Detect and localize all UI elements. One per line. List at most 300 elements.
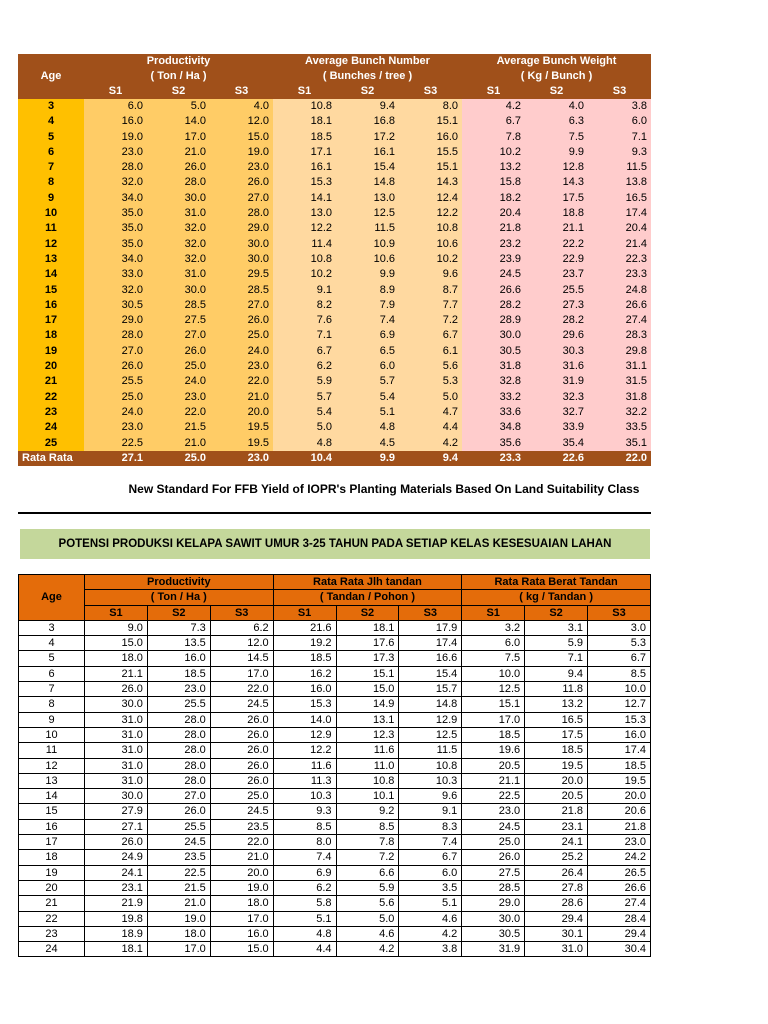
table-caption: New Standard For FFB Yield of IOPR's Planting Materials Based On Land Suitability Class: [128, 482, 640, 496]
value-cell: 30.0: [85, 697, 148, 712]
value-cell: 14.8: [336, 175, 399, 190]
table-row: [19, 926, 651, 941]
value-cell: 7.1: [525, 651, 588, 666]
table-row: [18, 298, 651, 313]
value-cell: 13.0: [336, 191, 399, 206]
value-cell: 21.0: [210, 850, 273, 865]
table-row: [19, 850, 651, 865]
value-cell: 8.2: [273, 298, 336, 313]
value-cell: 10.1: [336, 789, 399, 804]
value-cell: 22.0: [210, 374, 273, 389]
value-cell: 7.8: [336, 835, 399, 850]
value-cell: 17.0: [210, 911, 273, 926]
value-cell: 12.5: [462, 682, 525, 697]
value-cell: 18.5: [462, 727, 525, 742]
value-cell: 6.9: [336, 328, 399, 343]
age-cell: 23: [18, 405, 84, 420]
value-cell: 28.5: [210, 283, 273, 298]
value-cell: 32.3: [525, 390, 588, 405]
class-subheader: S3: [210, 605, 273, 620]
class-subheader: S1: [462, 84, 525, 99]
value-cell: 6.0: [588, 114, 651, 129]
age-cell: 7: [18, 160, 84, 175]
table-row: [18, 175, 651, 190]
table-row: [18, 390, 651, 405]
age-cell: 19: [19, 865, 85, 880]
value-cell: 27.3: [525, 298, 588, 313]
value-cell: 26.0: [462, 850, 525, 865]
value-cell: 19.0: [210, 145, 273, 160]
value-cell: 10.8: [273, 252, 336, 267]
value-cell: 4.6: [399, 911, 462, 926]
value-cell: 7.1: [273, 328, 336, 343]
productivity-header: Productivity: [84, 54, 273, 69]
table-row: [19, 620, 651, 635]
age-cell: 12: [19, 758, 85, 773]
class-subheader: S1: [85, 605, 148, 620]
value-cell: 4.4: [399, 420, 462, 435]
value-cell: 21.5: [147, 880, 210, 895]
average-value: 27.1: [84, 451, 147, 466]
value-cell: 29.0: [84, 313, 147, 328]
value-cell: 5.7: [336, 374, 399, 389]
value-cell: 18.0: [147, 926, 210, 941]
value-cell: 27.1: [85, 819, 148, 834]
value-cell: 19.6: [462, 743, 525, 758]
value-cell: 11.5: [399, 743, 462, 758]
value-cell: 33.0: [84, 267, 147, 282]
value-cell: 31.0: [85, 773, 148, 788]
value-cell: 15.5: [399, 145, 462, 160]
value-cell: 3.0: [588, 620, 651, 635]
value-cell: 31.0: [147, 206, 210, 221]
productivity-unit: ( Ton / Ha ): [85, 590, 274, 605]
value-cell: 28.0: [147, 743, 210, 758]
age-cell: 16: [19, 819, 85, 834]
value-cell: 8.0: [273, 835, 336, 850]
table-row: [18, 99, 651, 114]
value-cell: 27.8: [525, 880, 588, 895]
table-row: [18, 206, 651, 221]
value-cell: 14.5: [210, 651, 273, 666]
value-cell: 24.0: [210, 344, 273, 359]
value-cell: 8.3: [399, 819, 462, 834]
value-cell: 3.5: [399, 880, 462, 895]
value-cell: 31.8: [588, 390, 651, 405]
value-cell: 23.0: [147, 390, 210, 405]
class-subheader: S2: [525, 605, 588, 620]
age-cell: 4: [18, 114, 84, 129]
value-cell: 28.0: [147, 175, 210, 190]
value-cell: 17.3: [336, 651, 399, 666]
value-cell: 14.9: [336, 697, 399, 712]
value-cell: 8.5: [588, 666, 651, 681]
age-cell: 13: [18, 252, 84, 267]
value-cell: 18.5: [525, 743, 588, 758]
value-cell: 17.5: [525, 191, 588, 206]
value-cell: 31.8: [462, 359, 525, 374]
value-cell: 19.8: [85, 911, 148, 926]
value-cell: 24.5: [462, 267, 525, 282]
value-cell: 7.5: [525, 130, 588, 145]
value-cell: 19.5: [588, 773, 651, 788]
value-cell: 29.8: [588, 344, 651, 359]
value-cell: 25.0: [210, 328, 273, 343]
value-cell: 26.0: [84, 359, 147, 374]
table-row: [19, 666, 651, 681]
value-cell: 31.0: [85, 743, 148, 758]
value-cell: 21.8: [525, 804, 588, 819]
value-cell: 12.0: [210, 114, 273, 129]
table-row: [19, 712, 651, 727]
table-row: [18, 252, 651, 267]
age-cell: 3: [19, 620, 85, 635]
value-cell: 15.4: [336, 160, 399, 175]
value-cell: 12.7: [588, 697, 651, 712]
value-cell: 32.8: [462, 374, 525, 389]
value-cell: 17.4: [588, 743, 651, 758]
value-cell: 32.2: [588, 405, 651, 420]
value-cell: 26.0: [85, 682, 148, 697]
age-cell: 25: [18, 436, 84, 451]
class-subheader: S1: [273, 605, 336, 620]
average-value: 9.4: [399, 451, 462, 466]
bunch-count-header: Rata Rata Jlh tandan: [273, 575, 462, 590]
table-row: [18, 405, 651, 420]
value-cell: 17.4: [399, 636, 462, 651]
value-cell: 24.0: [84, 405, 147, 420]
average-row: [18, 451, 651, 466]
bunch-number-header: Average Bunch Number: [273, 54, 462, 69]
value-cell: 12.0: [210, 636, 273, 651]
value-cell: 16.0: [147, 651, 210, 666]
value-cell: 34.0: [84, 191, 147, 206]
value-cell: 6.7: [399, 328, 462, 343]
value-cell: 20.5: [525, 789, 588, 804]
table-row: [18, 145, 651, 160]
value-cell: 10.6: [399, 237, 462, 252]
value-cell: 16.1: [273, 160, 336, 175]
value-cell: 30.5: [462, 926, 525, 941]
value-cell: 25.0: [462, 835, 525, 850]
age-cell: 21: [19, 896, 85, 911]
value-cell: 9.4: [336, 99, 399, 114]
value-cell: 26.5: [588, 865, 651, 880]
value-cell: 35.6: [462, 436, 525, 451]
value-cell: 21.0: [147, 896, 210, 911]
age-cell: 8: [18, 175, 84, 190]
class-subheader: S3: [399, 84, 462, 99]
value-cell: 18.1: [336, 620, 399, 635]
value-cell: 21.0: [147, 436, 210, 451]
value-cell: 22.9: [525, 252, 588, 267]
value-cell: 33.6: [462, 405, 525, 420]
class-subheader: S2: [336, 84, 399, 99]
value-cell: 30.3: [525, 344, 588, 359]
value-cell: 15.0: [336, 682, 399, 697]
value-cell: 23.0: [210, 359, 273, 374]
value-cell: 27.0: [147, 328, 210, 343]
value-cell: 21.0: [210, 390, 273, 405]
value-cell: 18.5: [588, 758, 651, 773]
value-cell: 13.1: [336, 712, 399, 727]
table-row: [19, 758, 651, 773]
age-cell: 9: [18, 191, 84, 206]
age-cell: 6: [18, 145, 84, 160]
value-cell: 19.2: [273, 636, 336, 651]
value-cell: 7.4: [336, 313, 399, 328]
value-cell: 15.4: [399, 666, 462, 681]
value-cell: 17.0: [462, 712, 525, 727]
value-cell: 15.3: [273, 697, 336, 712]
value-cell: 7.9: [336, 298, 399, 313]
value-cell: 3.8: [588, 99, 651, 114]
value-cell: 23.7: [525, 267, 588, 282]
value-cell: 6.0: [336, 359, 399, 374]
value-cell: 32.0: [84, 283, 147, 298]
value-cell: 32.0: [147, 252, 210, 267]
value-cell: 28.0: [147, 712, 210, 727]
value-cell: 30.0: [462, 328, 525, 343]
value-cell: 22.5: [84, 436, 147, 451]
value-cell: 4.8: [273, 926, 336, 941]
table-row: [18, 267, 651, 282]
value-cell: 22.3: [588, 252, 651, 267]
value-cell: 18.2: [462, 191, 525, 206]
value-cell: 30.5: [462, 344, 525, 359]
table-row: [18, 130, 651, 145]
value-cell: 32.0: [147, 237, 210, 252]
value-cell: 4.0: [525, 99, 588, 114]
value-cell: 24.8: [588, 283, 651, 298]
value-cell: 23.0: [147, 682, 210, 697]
value-cell: 30.4: [588, 942, 651, 957]
value-cell: 14.0: [273, 712, 336, 727]
section-banner: POTENSI PRODUKSI KELAPA SAWIT UMUR 3-25 TAHUN PADA SETIAP KELAS KESESUAIAN LAHAN: [20, 529, 650, 559]
value-cell: 14.0: [147, 114, 210, 129]
value-cell: 6.2: [273, 880, 336, 895]
value-cell: 11.4: [273, 237, 336, 252]
class-subheader: S1: [273, 84, 336, 99]
value-cell: 17.5: [525, 727, 588, 742]
value-cell: 30.5: [84, 298, 147, 313]
value-cell: 27.0: [84, 344, 147, 359]
value-cell: 31.9: [525, 374, 588, 389]
age-cell: 11: [19, 743, 85, 758]
class-subheader: S1: [462, 605, 525, 620]
value-cell: 8.9: [336, 283, 399, 298]
value-cell: 16.5: [525, 712, 588, 727]
value-cell: 21.1: [462, 773, 525, 788]
value-cell: 10.2: [462, 145, 525, 160]
value-cell: 10.8: [336, 773, 399, 788]
value-cell: 4.4: [273, 942, 336, 957]
value-cell: 21.8: [462, 221, 525, 236]
value-cell: 26.0: [210, 773, 273, 788]
value-cell: 21.5: [147, 420, 210, 435]
value-cell: 28.3: [588, 328, 651, 343]
age-cell: 6: [19, 666, 85, 681]
age-cell: 14: [18, 267, 84, 282]
class-subheader: S3: [210, 84, 273, 99]
value-cell: 4.8: [336, 420, 399, 435]
value-cell: 12.5: [399, 727, 462, 742]
bunch-weight-header: Average Bunch Weight: [462, 54, 651, 69]
value-cell: 16.1: [336, 145, 399, 160]
divider: [18, 512, 651, 514]
value-cell: 3.2: [462, 620, 525, 635]
value-cell: 10.0: [588, 682, 651, 697]
value-cell: 6.0: [399, 865, 462, 880]
value-cell: 21.8: [588, 819, 651, 834]
value-cell: 3.8: [399, 942, 462, 957]
value-cell: 31.0: [85, 712, 148, 727]
class-subheader: S2: [525, 84, 588, 99]
value-cell: 17.0: [210, 666, 273, 681]
value-cell: 11.8: [525, 682, 588, 697]
table-row: [18, 359, 651, 374]
value-cell: 23.0: [84, 420, 147, 435]
value-cell: 24.9: [85, 850, 148, 865]
value-cell: 4.7: [399, 405, 462, 420]
value-cell: 23.0: [462, 804, 525, 819]
value-cell: 19.0: [147, 911, 210, 926]
value-cell: 26.4: [525, 865, 588, 880]
value-cell: 12.4: [399, 191, 462, 206]
average-value: 25.0: [147, 451, 210, 466]
value-cell: 20.0: [210, 865, 273, 880]
value-cell: 21.0: [147, 145, 210, 160]
value-cell: 21.1: [525, 221, 588, 236]
value-cell: 18.8: [525, 206, 588, 221]
value-cell: 6.6: [336, 865, 399, 880]
age-cell: 8: [19, 697, 85, 712]
value-cell: 5.7: [273, 390, 336, 405]
age-cell: 16: [18, 298, 84, 313]
value-cell: 18.9: [85, 926, 148, 941]
value-cell: 6.1: [399, 344, 462, 359]
value-cell: 24.5: [462, 819, 525, 834]
value-cell: 7.4: [273, 850, 336, 865]
age-cell: 5: [18, 130, 84, 145]
value-cell: 29.6: [525, 328, 588, 343]
value-cell: 9.6: [399, 267, 462, 282]
value-cell: 20.0: [210, 405, 273, 420]
age-cell: 17: [19, 835, 85, 850]
table-row: [19, 804, 651, 819]
bunch-number-unit: ( Bunches / tree ): [273, 69, 462, 84]
table-row: [18, 160, 651, 175]
age-cell: 20: [19, 880, 85, 895]
value-cell: 5.6: [336, 896, 399, 911]
age-cell: 20: [18, 359, 84, 374]
value-cell: 4.8: [273, 436, 336, 451]
value-cell: 10.8: [273, 99, 336, 114]
value-cell: 28.0: [147, 727, 210, 742]
age-cell: 3: [18, 99, 84, 114]
table-row: [19, 651, 651, 666]
table-row: [19, 682, 651, 697]
class-subheader: S1: [84, 84, 147, 99]
value-cell: 28.5: [462, 880, 525, 895]
value-cell: 16.0: [84, 114, 147, 129]
value-cell: 11.6: [273, 758, 336, 773]
value-cell: 34.8: [462, 420, 525, 435]
value-cell: 14.3: [525, 175, 588, 190]
value-cell: 24.5: [147, 835, 210, 850]
value-cell: 11.0: [336, 758, 399, 773]
table-row: [19, 835, 651, 850]
value-cell: 30.0: [210, 237, 273, 252]
value-cell: 24.2: [588, 850, 651, 865]
table-row: [19, 727, 651, 742]
value-cell: 25.2: [525, 850, 588, 865]
value-cell: 15.1: [336, 666, 399, 681]
age-cell: 24: [18, 420, 84, 435]
value-cell: 4.2: [399, 436, 462, 451]
value-cell: 31.9: [462, 942, 525, 957]
value-cell: 6.7: [273, 344, 336, 359]
table-row: [18, 283, 651, 298]
value-cell: 26.0: [210, 727, 273, 742]
table-row: [18, 328, 651, 343]
value-cell: 35.0: [84, 237, 147, 252]
value-cell: 19.5: [210, 436, 273, 451]
age-cell: 13: [19, 773, 85, 788]
value-cell: 13.5: [147, 636, 210, 651]
value-cell: 7.8: [462, 130, 525, 145]
value-cell: 13.0: [273, 206, 336, 221]
value-cell: 17.4: [588, 206, 651, 221]
age-cell: 9: [19, 712, 85, 727]
value-cell: 18.0: [85, 651, 148, 666]
bunch-weight-unit: ( kg / Tandan ): [462, 590, 651, 605]
value-cell: 26.0: [147, 160, 210, 175]
average-value: 23.0: [210, 451, 273, 466]
value-cell: 24.0: [147, 374, 210, 389]
age-cell: 22: [18, 390, 84, 405]
value-cell: 9.1: [273, 283, 336, 298]
value-cell: 24.5: [210, 697, 273, 712]
value-cell: 28.0: [84, 328, 147, 343]
value-cell: 23.1: [525, 819, 588, 834]
value-cell: 23.0: [84, 145, 147, 160]
age-cell: 15: [18, 283, 84, 298]
value-cell: 5.8: [273, 896, 336, 911]
value-cell: 25.0: [147, 359, 210, 374]
value-cell: 10.3: [399, 773, 462, 788]
value-cell: 30.1: [525, 926, 588, 941]
value-cell: 15.7: [399, 682, 462, 697]
value-cell: 5.4: [273, 405, 336, 420]
class-subheader: S2: [147, 84, 210, 99]
table-row: [19, 773, 651, 788]
value-cell: 6.2: [273, 359, 336, 374]
value-cell: 22.0: [210, 835, 273, 850]
value-cell: 7.1: [588, 130, 651, 145]
value-cell: 28.0: [210, 206, 273, 221]
value-cell: 28.4: [588, 911, 651, 926]
value-cell: 31.5: [588, 374, 651, 389]
table-row: [19, 789, 651, 804]
value-cell: 7.4: [399, 835, 462, 850]
table-row: [18, 374, 651, 389]
value-cell: 26.0: [147, 344, 210, 359]
value-cell: 31.0: [85, 727, 148, 742]
value-cell: 12.5: [336, 206, 399, 221]
age-cell: 19: [18, 344, 84, 359]
productivity-unit: ( Ton / Ha ): [84, 69, 273, 84]
